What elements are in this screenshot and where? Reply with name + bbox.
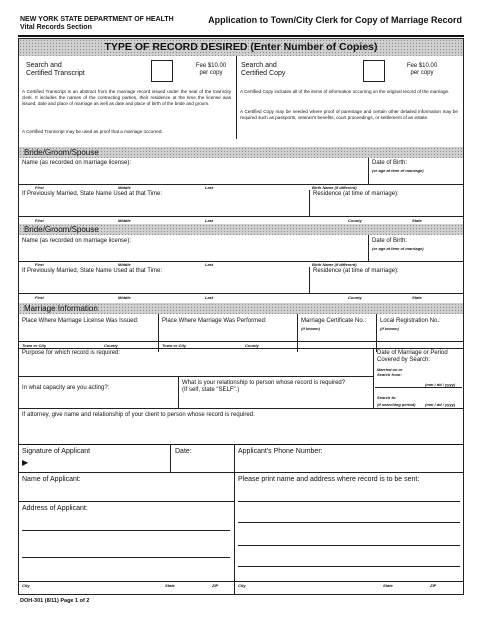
spouse-2-rule-2 xyxy=(19,293,463,294)
spouse-2-middle-2: Middle xyxy=(118,295,131,300)
spouse-1-residence-label: Residence (at time of marriage): xyxy=(313,191,399,197)
spouse-1-dob-sub: (or age at time of marriage) xyxy=(372,168,424,173)
spouse-2-prev-label: If Previously Married, State Name Used at that Time: xyxy=(22,268,163,274)
spouse-2-first: First xyxy=(35,262,44,267)
search-to-sub: (if searching period) xyxy=(377,402,416,407)
spouse-2-middle: Middle xyxy=(118,262,131,267)
spouse-2-title: Bride/Groom/Spouse xyxy=(24,225,99,234)
transcript-label: Search and Certified Transcript xyxy=(26,62,85,77)
applicant-address-label: Address of Applicant: xyxy=(22,505,88,512)
marriage-rule-1 xyxy=(19,341,463,342)
license-county: County xyxy=(104,343,118,348)
header-rule xyxy=(18,35,464,37)
marriage-title: Marriage Information xyxy=(24,304,98,313)
spouse-2-county: County xyxy=(348,295,362,300)
type-bar-title: TYPE OF RECORD DESIRED (Enter Number of Copies) xyxy=(104,41,378,53)
phone-label: Applicant's Phone Number: xyxy=(238,448,323,455)
address-line-2 xyxy=(22,557,230,558)
date-divider xyxy=(373,348,374,408)
transcript-description: A Certified Transcript is an abstract from the marriage record issued under the seal of the town/city clerk. It includes the names of the contracting parties, their residence at the time the license was issued, date and place of marriage as well as date and place of birth of the bride and groom. xyxy=(22,89,231,106)
date-format-1: (mm / dd / yyyy) xyxy=(425,382,456,387)
spouse-1-first-2: First xyxy=(35,218,44,223)
print-line-2 xyxy=(238,522,460,523)
spouse-1-middle: Middle xyxy=(118,185,131,190)
spouse-1-last-2: Last xyxy=(205,218,214,223)
spouse-1-rule-1 xyxy=(19,184,463,185)
applicant-city: City xyxy=(22,583,30,588)
spouse-1-dob-label: Date of Birth: xyxy=(372,160,408,166)
married-on-label: Married on or Search from: xyxy=(377,367,403,377)
copy-copies-box[interactable] xyxy=(363,60,385,82)
spouse-2-residence-label: Residence (at time of marriage): xyxy=(313,268,399,274)
spouse-2-res-divider xyxy=(309,267,310,293)
cert-no-sub: (if known) xyxy=(301,326,320,331)
form-title: Application to Town/City Clerk for Copy of Marriage Record xyxy=(208,15,462,25)
spouse-2-birth-name: Birth Name (if different) xyxy=(312,262,357,267)
spouse-1-name-label: Name (as recorded on marriage license): xyxy=(22,160,132,166)
spouse-1-title: Bride/Groom/Spouse xyxy=(24,148,99,157)
capacity-rule xyxy=(19,408,463,409)
spouse-1-birth-name: Birth Name (if different) xyxy=(312,185,357,190)
capacity-divider xyxy=(178,376,179,408)
spouse-2-dob-sub: (or age at time of marriage) xyxy=(372,246,424,251)
applicant-name-label: Name of Applicant: xyxy=(22,476,81,483)
signature-top-rule xyxy=(19,444,463,445)
spouse-2-dob-label: Date of Birth: xyxy=(372,238,408,244)
applicant-zip: ZIP xyxy=(212,583,219,588)
copy-fee: Fee $10.00 per copy xyxy=(406,63,438,76)
spouse-2-rule-1 xyxy=(19,261,463,262)
transcript-fee: Fee $10.00 per copy xyxy=(195,63,227,76)
signature-divider-2 xyxy=(234,444,235,594)
print-line-1 xyxy=(238,501,460,502)
marriage-rule-2 xyxy=(19,348,463,349)
print-address-label: Please print name and address where record is to be sent: xyxy=(238,476,420,483)
spouse-1-dob-divider xyxy=(368,158,369,184)
married-on-rule xyxy=(375,387,462,388)
spouse-1-first: First xyxy=(35,185,44,190)
performed-place-label: Place Where Marriage Was Performed: xyxy=(162,318,267,324)
copy-label: Search and Certified Copy xyxy=(241,62,286,77)
relationship-label: What is your relationship to person whose record is required? (If self, state "SELF".) xyxy=(182,380,346,393)
recipient-state: State xyxy=(383,583,393,588)
marriage-divider-2 xyxy=(297,314,298,352)
spouse-1-last: Last xyxy=(205,185,214,190)
search-to-label: Search to: xyxy=(377,395,397,400)
spouse-2-first-2: First xyxy=(35,295,44,300)
purpose-rule xyxy=(19,376,373,377)
spouse-1-middle-2: Middle xyxy=(118,218,131,223)
attorney-label: If attorney, give name and relationship of your client to person whose record is required: xyxy=(22,412,255,418)
capacity-label: In what capacity are you acting?: xyxy=(22,385,110,391)
local-reg-sub: (if known) xyxy=(380,326,399,331)
signature-divider-1 xyxy=(170,444,171,472)
date-sign-label: Date: xyxy=(175,448,192,455)
print-line-4 xyxy=(238,566,460,567)
section-name: Vital Records Section xyxy=(20,24,92,31)
spouse-2-state: State xyxy=(412,295,422,300)
arrow-icon: ▶ xyxy=(22,458,29,467)
recipient-city: City xyxy=(238,583,246,588)
date-label: Date of Marriage or Period Covered by Search: xyxy=(377,350,448,363)
spouse-1-county: County xyxy=(348,218,362,223)
city-rule xyxy=(19,581,463,582)
spouse-1-res-divider xyxy=(309,190,310,216)
performed-town: Town or City xyxy=(162,343,187,348)
purpose-label: Purpose for which record is required: xyxy=(22,350,121,356)
spouse-1-prev-label: If Previously Married, State Name Used at that Time: xyxy=(22,191,163,197)
applicant-name-rule xyxy=(19,501,234,502)
print-line-3 xyxy=(238,545,460,546)
type-divider xyxy=(236,56,237,139)
spouse-2-name-label: Name (as recorded on marriage license): xyxy=(22,238,132,244)
department-name: NEW YORK STATE DEPARTMENT OF HEALTH xyxy=(20,16,174,23)
recipient-zip: ZIP xyxy=(430,583,437,588)
transcript-copies-box[interactable] xyxy=(151,60,173,82)
copy-description-2: A Certified Copy may be needed where proof of parentage and certain other detailed information may be required such as passports, veteran's benefits, court proceedings, or settlement of an estate. xyxy=(240,109,458,120)
copy-description: A Certified Copy includes all of the items of information occurring on the original record of the marriage. xyxy=(240,89,450,94)
signature-label: Signature of Applicant xyxy=(22,448,91,455)
applicant-state: State xyxy=(165,583,175,588)
cert-no-label: Marriage Certificate No.: xyxy=(301,318,367,324)
marriage-divider-1 xyxy=(158,314,159,352)
spouse-2-dob-divider xyxy=(368,235,369,261)
license-town: Town or City xyxy=(22,343,47,348)
transcript-proof-note: A Certified Transcript may be used as proof that a marriage occurred. xyxy=(22,129,163,134)
spouse-2-last: Last xyxy=(205,262,214,267)
signature-rule xyxy=(19,472,463,473)
spouse-1-rule-2 xyxy=(19,216,463,217)
spouse-2-last-2: Last xyxy=(205,295,214,300)
date-format-2: (mm / dd / yyyy) xyxy=(425,402,456,407)
marriage-divider-3 xyxy=(376,314,377,352)
license-place-label: Place Where Marriage License Was Issued: xyxy=(22,318,139,324)
form-number: DOH-301 (8/11) Page 1 of 2 xyxy=(20,598,90,604)
local-reg-label: Local Registration No.: xyxy=(380,318,441,324)
address-line-1 xyxy=(22,530,230,531)
performed-county: County xyxy=(245,343,259,348)
spouse-1-state: State xyxy=(412,218,422,223)
